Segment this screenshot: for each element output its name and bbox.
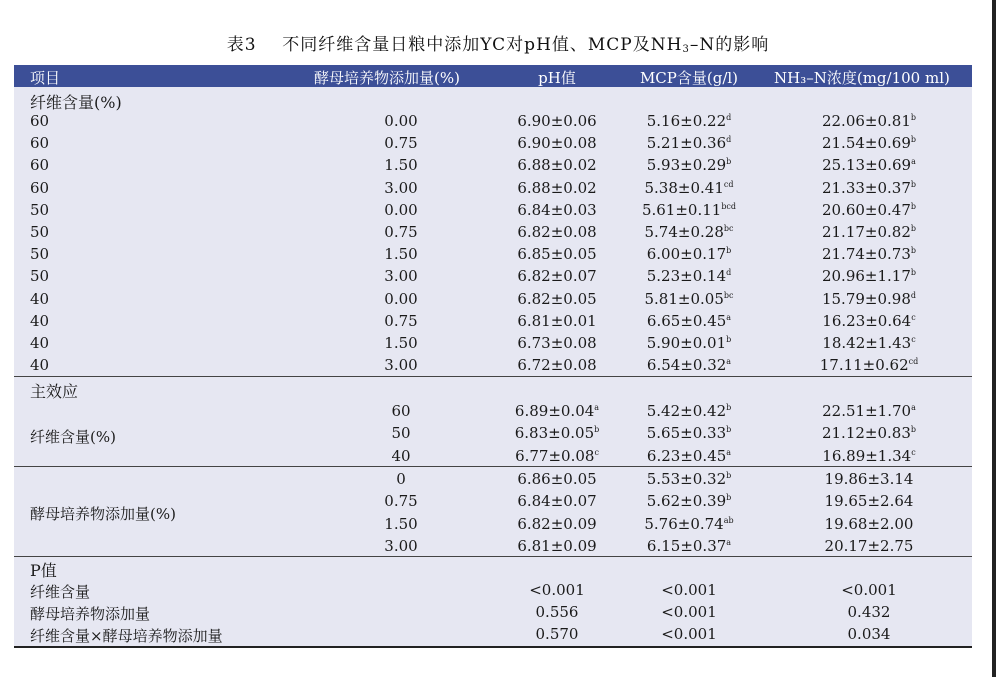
significance-letter: cd — [908, 357, 919, 367]
cell-mcp: 5.38±0.41$^{cd}$ — [644, 178, 734, 197]
significance-letter: c — [911, 335, 916, 344]
header-ph: pH值 — [538, 69, 576, 87]
table-row — [14, 602, 972, 624]
table-row — [14, 222, 972, 244]
cell-nh3n: 20.17±2.75 — [824, 536, 914, 555]
table-title-end: –N的影响 — [689, 35, 770, 55]
cell-yc-dose: 0.00 — [384, 112, 418, 130]
cell-mcp: 6.00±0.17$^b$ — [646, 245, 732, 264]
significance-letter: a — [726, 312, 732, 322]
cell-ph: 6.82±0.05 — [517, 289, 597, 308]
divider — [14, 466, 972, 467]
cell-mcp: 6.15±0.37$^a$ — [646, 536, 732, 555]
cell-ph: 6.82±0.09 — [517, 514, 597, 533]
cell-yc-dose: 0.75 — [384, 311, 418, 330]
page-edge-bar — [992, 0, 996, 677]
header-mcp: MCP含量(g/l) — [639, 69, 739, 87]
cell-nh3n: 15.79±0.98$^d$ — [821, 289, 917, 308]
cell-fiber-level: 60 — [30, 134, 50, 153]
table-row — [14, 155, 972, 177]
table-row — [14, 333, 972, 355]
cell-fiber-level: 60 — [30, 178, 50, 197]
cell-ph: 6.73±0.08 — [517, 334, 597, 352]
cell-nh3n: 21.12±0.83$^b$ — [821, 424, 917, 443]
table-row — [14, 401, 972, 423]
cell-nh3n: 21.74±0.73$^b$ — [821, 245, 917, 264]
cell-mcp: 5.65±0.33$^b$ — [646, 424, 732, 443]
cell-ph: 6.84±0.07 — [517, 492, 597, 511]
cell-ph: 0.570 — [535, 625, 579, 643]
table-row — [14, 580, 972, 602]
significance-letter: a — [726, 357, 732, 367]
cell-fiber-level: 40 — [30, 356, 50, 375]
header-yc-dose: 酵母培养物添加量(%) — [314, 69, 460, 87]
cell-yc-dose: 0.75 — [384, 134, 418, 153]
header-item: 项目 — [30, 69, 61, 87]
cell-fiber-level: 50 — [30, 200, 50, 219]
cell-fiber-level: 40 — [30, 311, 50, 330]
significance-letter: d — [726, 268, 732, 278]
cell-ph: 6.82±0.07 — [517, 267, 597, 286]
cell-mcp: 5.90±0.01$^b$ — [646, 334, 732, 352]
significance-letter: d — [910, 290, 917, 300]
cell-mcp: <0.001 — [661, 603, 717, 621]
cell-ph: 6.72±0.08 — [517, 356, 597, 375]
cell-nh3n: 21.54±0.69$^b$ — [821, 134, 917, 153]
cell-yc-dose: 1.50 — [384, 156, 418, 175]
cell-fiber-level: 50 — [391, 424, 411, 443]
cell-mcp: 5.81±0.05$^{bc}$ — [644, 289, 734, 308]
cell-ph: 6.83±0.05$^b$ — [514, 424, 600, 443]
section-fiber-label: 纤维含量(%) — [30, 93, 122, 112]
cell-nh3n: 0.432 — [847, 603, 891, 621]
cell-nh3n: 16.89±1.34$^c$ — [822, 446, 916, 465]
significance-letter: b — [726, 471, 732, 480]
cell-fiber-level: 50 — [30, 245, 50, 264]
significance-letter: a — [726, 447, 732, 457]
significance-letter: cd — [723, 179, 734, 189]
cell-nh3n: 20.96±1.17$^b$ — [821, 267, 917, 286]
cell-mcp: 6.23±0.45$^a$ — [646, 446, 732, 465]
significance-letter: a — [726, 537, 732, 547]
significance-letter: b — [910, 201, 917, 211]
table-row — [14, 311, 972, 333]
significance-letter: b — [910, 425, 917, 435]
data-table — [14, 65, 972, 647]
header-nh3n: NH₃–N浓度(mg/100 ml) — [774, 69, 950, 87]
cell-ph: 6.77±0.08$^c$ — [515, 446, 599, 465]
cell-mcp: 5.42±0.42$^b$ — [646, 402, 732, 420]
significance-letter: d — [726, 113, 732, 122]
table-bottom-rule — [14, 646, 972, 648]
cell-mcp: 5.23±0.14$^d$ — [646, 267, 732, 286]
table-row — [14, 178, 972, 200]
table-caption — [0, 30, 996, 55]
cell-mcp: 5.21±0.36$^d$ — [646, 134, 732, 153]
cell-nh3n: 22.06±0.81$^b$ — [821, 112, 917, 130]
yc-effect-label: 酵母培养物添加量(%) — [30, 505, 176, 523]
significance-letter: b — [726, 335, 732, 344]
cell-nh3n: 18.42±1.43$^c$ — [822, 334, 916, 352]
cell-yc-dose: 1.50 — [384, 245, 418, 264]
cell-effect-name: 纤维含量 — [30, 583, 91, 601]
cell-nh3n: 20.60±0.47$^b$ — [821, 200, 917, 219]
cell-effect-name: 纤维含量×酵母培养物添加量 — [30, 627, 223, 645]
significance-letter: b — [726, 157, 732, 167]
cell-ph: 6.90±0.06 — [517, 112, 597, 130]
cell-yc-dose: 3.00 — [384, 536, 418, 555]
table-title-subscript: 3 — [682, 44, 690, 55]
cell-mcp: 5.61±0.11$^{bcd}$ — [641, 200, 737, 219]
cell-nh3n: 0.034 — [847, 625, 891, 643]
cell-nh3n: 21.33±0.37$^b$ — [821, 178, 917, 197]
significance-letter: bc — [723, 224, 734, 233]
divider — [14, 376, 972, 377]
significance-letter: c — [911, 447, 916, 457]
significance-letter: b — [726, 425, 732, 435]
cell-fiber-level: 50 — [30, 223, 50, 241]
cell-yc-dose: 0.00 — [384, 289, 418, 308]
table-row — [14, 514, 972, 536]
significance-letter: b — [910, 246, 917, 256]
cell-mcp: <0.001 — [661, 581, 717, 599]
cell-yc-dose: 3.00 — [384, 356, 418, 375]
significance-letter: b — [726, 493, 732, 503]
cell-fiber-level: 40 — [30, 334, 50, 352]
cell-mcp: 5.76±0.74$^{ab}$ — [644, 514, 734, 533]
table-row — [14, 624, 972, 646]
cell-ph: 6.89±0.04$^a$ — [514, 402, 600, 420]
cell-fiber-level: 40 — [30, 289, 50, 308]
cell-fiber-level: 60 — [30, 156, 50, 175]
cell-nh3n: 21.17±0.82$^b$ — [821, 223, 917, 241]
fiber-effect-label: 纤维含量(%) — [30, 428, 116, 446]
cell-mcp: <0.001 — [661, 625, 717, 643]
cell-mcp: 6.54±0.32$^a$ — [646, 356, 732, 375]
cell-yc-dose: 3.00 — [384, 267, 418, 286]
table-row — [14, 289, 972, 311]
table-row — [14, 244, 972, 266]
significance-letter: a — [911, 403, 916, 412]
cell-mcp: 5.16±0.22$^d$ — [646, 112, 732, 130]
significance-letter: b — [910, 135, 917, 145]
significance-letter: b — [910, 113, 917, 122]
section-pvalue-label: P值 — [30, 561, 57, 580]
significance-letter: c — [911, 312, 916, 322]
table-row — [14, 469, 972, 491]
table-row — [14, 266, 972, 288]
cell-ph: 6.82±0.08 — [517, 223, 597, 241]
table-row — [14, 491, 972, 513]
cell-effect-name: 酵母培养物添加量 — [30, 605, 151, 623]
cell-yc-dose: 0 — [396, 470, 406, 488]
section-main-effect-label: 主效应 — [30, 382, 79, 401]
cell-ph: 6.84±0.03 — [517, 200, 597, 219]
cell-mcp: 6.65±0.45$^a$ — [646, 311, 732, 330]
table-row — [14, 536, 972, 558]
cell-nh3n: 17.11±0.62$^{cd}$ — [819, 356, 919, 375]
cell-yc-dose: 0.75 — [384, 492, 418, 511]
cell-ph: 0.556 — [535, 603, 579, 621]
significance-letter: b — [910, 179, 917, 189]
cell-yc-dose: 0.75 — [384, 223, 418, 241]
cell-mcp: 5.93±0.29$^b$ — [646, 156, 732, 175]
cell-ph: <0.001 — [529, 581, 585, 599]
table-row — [14, 133, 972, 155]
table-title: 不同纤维含量日粮中添加YC对pH值、MCP及NH — [282, 35, 683, 55]
table-row — [14, 111, 972, 133]
significance-letter: bcd — [721, 201, 737, 211]
cell-yc-dose: 1.50 — [384, 334, 418, 352]
significance-letter: bc — [723, 290, 734, 300]
cell-nh3n: 19.68±2.00 — [824, 514, 914, 533]
cell-ph: 6.90±0.08 — [517, 134, 597, 153]
cell-fiber-level: 50 — [30, 267, 50, 286]
cell-nh3n: 25.13±0.69$^a$ — [822, 156, 916, 175]
cell-ph: 6.85±0.05 — [517, 245, 597, 264]
table-row — [14, 355, 972, 377]
significance-letter: b — [726, 246, 732, 256]
cell-yc-dose: 3.00 — [384, 178, 418, 197]
cell-ph: 6.88±0.02 — [517, 178, 597, 197]
cell-nh3n: 19.86±3.14 — [824, 470, 914, 488]
table-number: 表3 — [226, 35, 257, 55]
table-header-row — [14, 65, 972, 87]
significance-letter: b — [910, 224, 917, 233]
cell-mcp: 5.62±0.39$^b$ — [646, 492, 732, 511]
table-row — [14, 423, 972, 445]
cell-fiber-level: 60 — [30, 112, 50, 130]
cell-ph: 6.86±0.05 — [517, 470, 597, 488]
cell-yc-dose: 1.50 — [384, 514, 418, 533]
table-row — [14, 446, 972, 468]
significance-letter: b — [910, 268, 917, 278]
cell-mcp: 5.53±0.32$^b$ — [646, 470, 732, 488]
cell-ph: 6.81±0.01 — [517, 311, 597, 330]
significance-letter: a — [911, 157, 916, 167]
cell-mcp: 5.74±0.28$^{bc}$ — [644, 223, 734, 241]
significance-letter: d — [726, 135, 732, 145]
cell-fiber-level: 60 — [391, 402, 411, 420]
cell-nh3n: <0.001 — [841, 581, 897, 599]
significance-letter: c — [594, 447, 599, 457]
table-row — [14, 200, 972, 222]
cell-ph: 6.81±0.09 — [517, 536, 597, 555]
significance-letter: b — [726, 403, 732, 412]
cell-nh3n: 22.51±1.70$^a$ — [822, 402, 916, 420]
cell-yc-dose: 0.00 — [384, 200, 418, 219]
cell-fiber-level: 40 — [391, 446, 411, 465]
cell-ph: 6.88±0.02 — [517, 156, 597, 175]
significance-letter: ab — [723, 515, 734, 525]
cell-nh3n: 19.65±2.64 — [824, 492, 914, 511]
significance-letter: b — [594, 425, 600, 435]
cell-nh3n: 16.23±0.64$^c$ — [822, 311, 916, 330]
significance-letter: a — [594, 403, 600, 412]
